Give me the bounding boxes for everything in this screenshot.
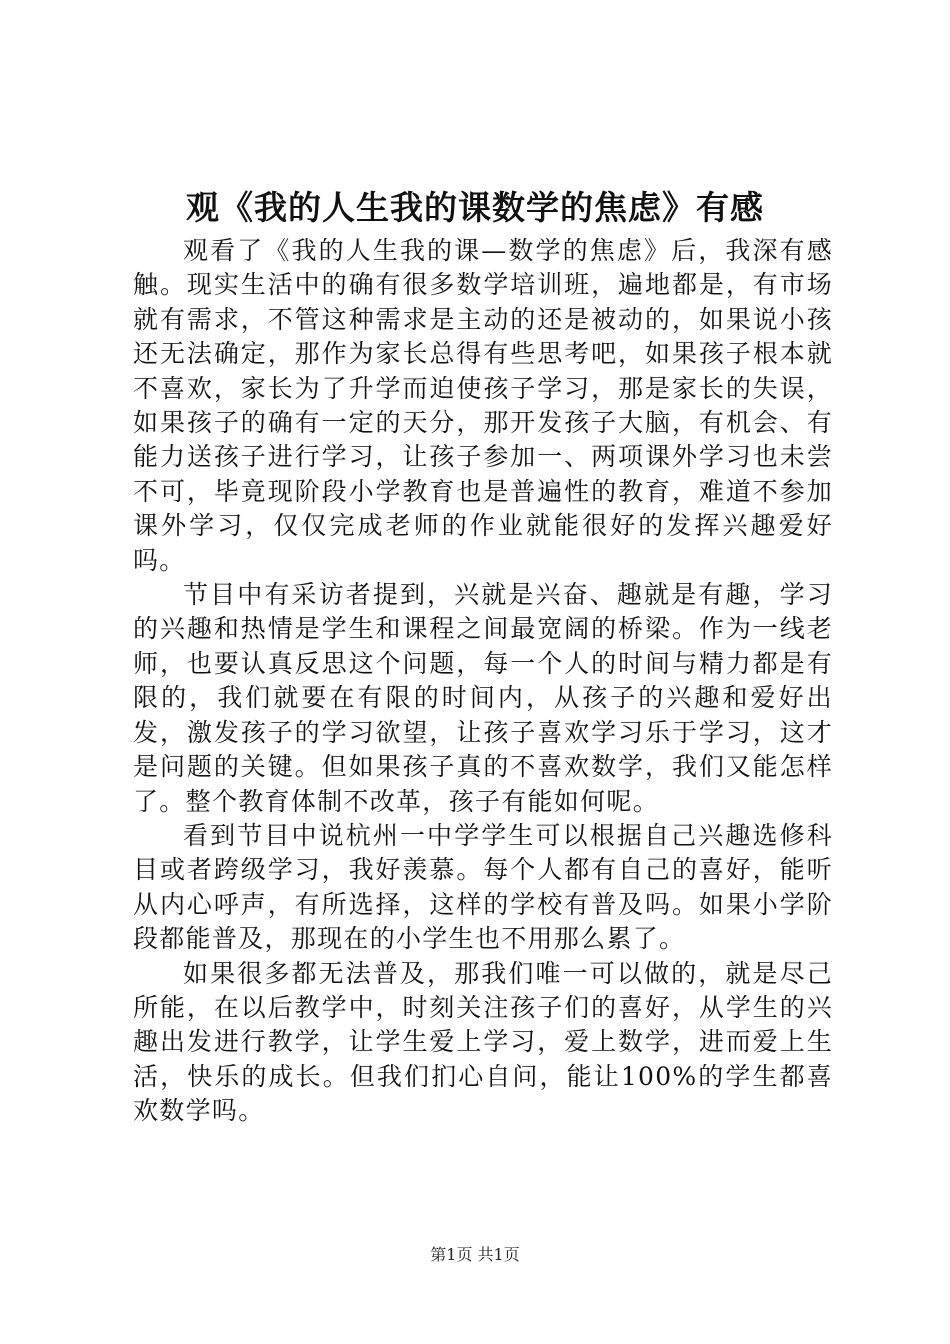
paragraph-1: 观看了《我的人生我的课—数学的焦虑》后，我深有感触。现实生活中的确有很多数学培训班，遍地都是，有市场就有需求，不管这种需求是主动的还是被动的，如果说小孩还无法确定，那作为家长总得有些思考吧，如果孩子根本就不喜欢，家长为了升学而迫使孩子学习，那是家长的失误，如果孩子的确有一定的天分，那开发孩子大脑，有机会、有能力送孩子进行学习，让孩子参加一、两项课外学习也未尝不可，毕竟现阶段小学教育也是普遍性的教育，难道不参加课外学习，仅仅完成老师的作业就能很好的发挥兴趣爱好吗。 (133, 236, 833, 575)
paragraph-3: 看到节目中说杭州一中学学生可以根据自己兴趣选修科目或者跨级学习，我好羡慕。每个人都有自己的喜好，能听从内心呼声，有所选择，这样的学校有普及吗。如果小学阶段都能普及，那现在的小学生也不用那么累了。 (133, 820, 833, 954)
document-title: 观《我的人生我的课数学的焦虑》有感 (186, 188, 764, 227)
paragraph-2: 节目中有采访者提到，兴就是兴奋、趣就是有趣，学习的兴趣和热情是学生和课程之间最宽阔的桥梁。作为一线老师，也要认真反思这个问题，每一个人的时间与精力都是有限的，我们就要在有限的时间内，从孩子的兴趣和爱好出发，激发孩子的学习欲望，让孩子喜欢学习乐于学习，这才是问题的关键。但如果孩子真的不喜欢数学，我们又能怎样了。整个教育体制不改革，孩子有能如何呢。 (133, 580, 833, 816)
page-footer: 第1页 共1页 (430, 1245, 520, 1264)
document-body (133, 234, 833, 1129)
paragraph-4: 如果很多都无法普及，那我们唯一可以做的，就是尽己所能，在以后教学中，时刻关注孩子们的喜好，从学生的兴趣出发进行教学，让学生爱上学习，爱上数学，进而爱上生活，快乐的成长。但我们扪心自问，能让100%的学生都喜欢数学吗。 (133, 958, 833, 1126)
